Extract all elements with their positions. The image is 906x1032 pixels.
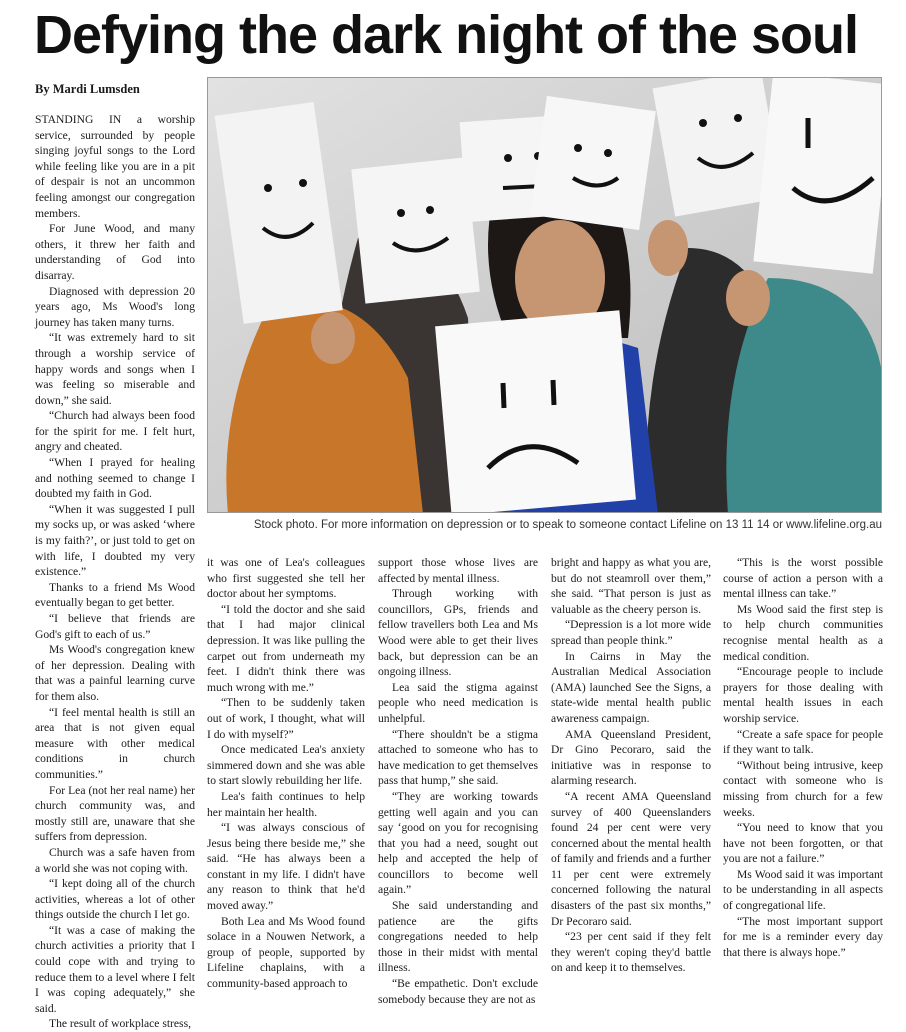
article-paragraph: Diagnosed with depression 20 years ago, Ms Wood's long journey has taken many turns. (35, 284, 195, 329)
article-paragraph: Through working with councillors, GPs, friends and fellow travellers both Lea and Ms Wood were able to get their lives back, but depression can be an ongoing illness. (378, 587, 538, 679)
article-paragraph: Ms Wood said it was important to be understanding in all aspects of congregational life. (723, 867, 883, 913)
article-paragraph: Church was a safe haven from a world she was not coping with. (35, 845, 195, 875)
article-paragraph: “23 per cent said if they felt they weren't coping they'd battle on and keep it to themselves. (551, 930, 711, 975)
article-paragraph: For June Wood, and many others, it threw her faith and understanding of God into disarray. (35, 222, 195, 282)
article-paragraph: bright and happy as what you are, but do not steamroll over them,” she said. “That person is just as valuable as the cheery person is. (551, 556, 711, 616)
article-column-3 (378, 555, 538, 1007)
stock-photo (207, 77, 882, 513)
article-column-1 (35, 112, 195, 1032)
article-paragraph: “This is the worst possible course of action a person with a mental illness can take.” (723, 556, 883, 601)
article-paragraph: Once medicated Lea's anxiety simmered down and she was able to start slowly rebuilding her life. (207, 743, 365, 788)
article-paragraph: “The most important support for me is a reminder every day that there is always hope.” (723, 914, 883, 959)
article-paragraph: STANDING IN a worship service, surrounded by people singing joyful songs to the Lord while feeling like you are in a pit of despair is not an uncommon feeling amongst our congregation members. (35, 113, 195, 220)
article-paragraph: “When I prayed for healing and nothing seemed to change I doubted my faith in God. (35, 456, 195, 501)
article-paragraph: “Then to be suddenly taken out of work, I thought, what will I do with myself?” (207, 696, 365, 741)
article-paragraph: “It was extremely hard to sit through a worship service of happy words and songs when I was feeling so miserable and down,” she said. (35, 331, 195, 407)
article-paragraph: it was one of Lea's colleagues who first suggested she tell her doctor about her symptoms. (207, 556, 365, 601)
article-paragraph: Both Lea and Ms Wood found solace in a Nouwen Network, a group of people, supported by Lifeline chaplains, with a community-based approach to (207, 914, 365, 991)
article-paragraph: In Cairns in May the Australian Medical Association (AMA) launched See the Signs, a state-wide mental health public awareness campaign. (551, 649, 711, 725)
sad-face-sign-icon (435, 310, 636, 513)
article-paragraph: “Encourage people to include prayers for those dealing with mental health issues in each worship service. (723, 665, 883, 725)
article-paragraph: “It was a case of making the church activities a priority that I could cope with and trying to reduce them to a level where I felt I was coping adequately,” she said. (35, 923, 195, 1015)
article-paragraph: Thanks to a friend Ms Wood eventually began to get better. (35, 580, 195, 610)
article-paragraph: “I told the doctor and she said that I had major clinical depression. It was like pulling the carpet out from underneath my feet. I didn't think there was much wrong with me.” (207, 602, 365, 694)
article-paragraph: “They are working towards getting well again and you can say ‘good on you for recognising that you had a need, sought out help and accepted the help of councillors to become well again.” (378, 789, 538, 897)
article-paragraph: “Church had always been food for the spirit for me. I felt hurt, angry and cheated. (35, 409, 195, 454)
article-column-5 (723, 555, 883, 960)
article-paragraph: “I believe that friends are God's gift to each of us.” (35, 612, 195, 641)
headline: Defying the dark night of the soul (34, 5, 859, 65)
article-paragraph: “Be empathetic. Don't exclude somebody because they are not as (378, 977, 538, 1006)
article-paragraph: “Depression is a lot more wide spread than people think.” (551, 618, 711, 647)
article-paragraph: She said understanding and patience are the gifts congregations needed to help those in their midst with mental illness. (378, 899, 538, 975)
article-paragraph: “You need to know that you have not been forgotten, or that you are not a failure.” (723, 821, 883, 866)
article-paragraph: “Without being intrusive, keep contact with someone who is missing from church for a few weeks. (723, 758, 883, 819)
article-paragraph: “When it was suggested I pull my socks up, or was asked ‘where is my faith?’, or just told to get on with life, I doubted my very existence.” (35, 502, 195, 579)
article-paragraph: Ms Wood's congregation knew of her depression. Dealing with that was a painful learning curve for them also. (35, 643, 195, 703)
article-paragraph: “There shouldn't be a stigma attached to someone who has to have medication to get themselves pass that hump,” she said. (378, 727, 538, 788)
happy-face-sign-icon (351, 157, 479, 303)
article-column-4 (551, 555, 711, 976)
byline: By Mardi Lumsden (35, 82, 140, 96)
article-paragraph: Lea's faith continues to help her maintain her health. (207, 789, 365, 819)
article-paragraph: AMA Queensland President, Dr Gino Pecoraro, said the initiative was in response to alarming research. (551, 727, 711, 788)
article-paragraph: The result of workplace stress, (49, 1017, 191, 1031)
article-paragraph: “Create a safe space for people if they want to talk. (723, 727, 883, 757)
happy-face-sign-icon (753, 78, 882, 274)
article-paragraph: “A recent AMA Queensland survey of 400 Queenslanders found 24 per cent were very concerned about the mental health of family and friends and a further 11 per cent were extremely concerned following the natural disasters of the past six months,” Dr Pecoraro said. (551, 789, 711, 928)
article-paragraph: Lea said the stigma against people who need medication is unhelpful. (378, 680, 538, 725)
masked-faces-illustration (208, 78, 882, 513)
article-paragraph: “I feel mental health is still an area that is not given equal measure with other medical conditions in church communities.” (35, 705, 195, 781)
article-paragraph: Ms Wood said the first step is to help church communities recognise mental health as a medical condition. (723, 602, 883, 663)
article-paragraph: “I kept doing all of the church activities, whereas a lot of other things outside the church I let go. (35, 877, 195, 922)
article-paragraph: For Lea (not her real name) her church community was, and mostly still are, unaware that she suffers from depression. (35, 783, 195, 844)
photo-caption: Stock photo. For more information on depression or to speak to someone contact Lifeline on 13 11 14 or www.lifeline.org.au (253, 519, 882, 531)
happy-face-sign-icon (530, 96, 656, 230)
article-paragraph: “I was always conscious of Jesus being there beside me,” she said. “He has always been a constant in my life. I didn't have any reason to think that he'd moved away.” (207, 821, 365, 913)
article-column-2 (207, 555, 365, 992)
article-paragraph: support those whose lives are affected by mental illness. (378, 556, 538, 585)
